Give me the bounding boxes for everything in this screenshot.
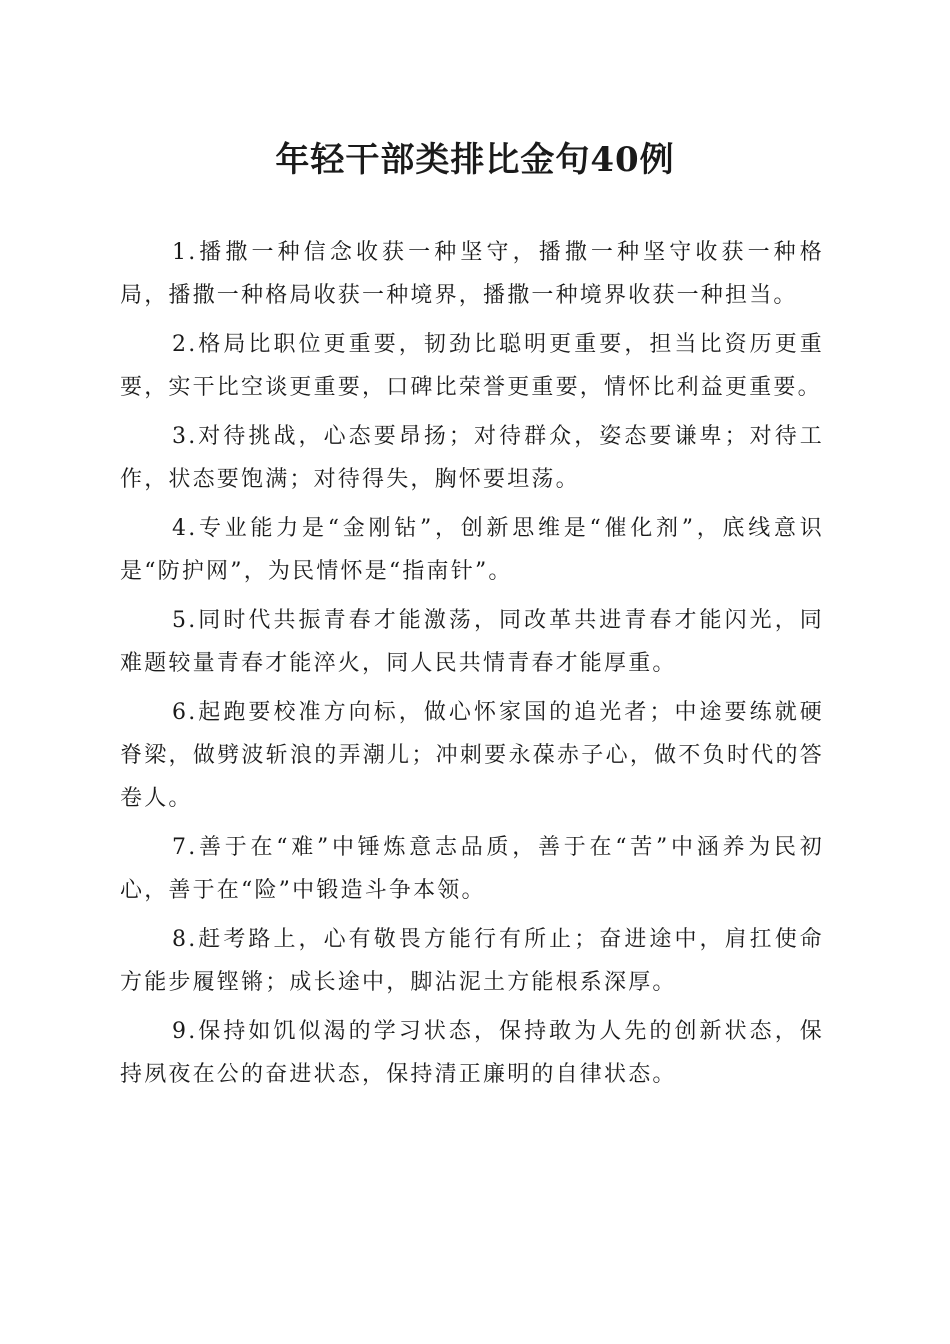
paragraph-9: 9.保持如饥似渴的学习状态，保持敢为人先的创新状态，保持夙夜在公的奋进状态，保持清正廉明的自律状态。 — [120, 1019, 824, 1087]
paragraph-1: 1.播撒一种信念收获一种坚守，播撒一种坚守收获一种格局，播撒一种格局收获一种境界，播撒一种境界收获一种担当。 — [120, 240, 824, 308]
document-body — [120, 231, 824, 1102]
document-title: 年轻干部类排比金句40例 — [275, 140, 675, 180]
paragraph-7: 7.善于在“难”中锤炼意志品质，善于在“苦”中涵养为民初心，善于在“险”中锻造斗争本领。 — [120, 835, 824, 903]
paragraph-4: 4.专业能力是“金刚钻”，创新思维是“催化剂”，底线意识是“防护网”，为民情怀是“指南针”。 — [120, 516, 824, 584]
paragraph-8: 8.赶考路上，心有敬畏方能行有所止；奋进途中，肩扛使命方能步履铿锵；成长途中，脚沾泥土方能根系深厚。 — [120, 927, 824, 995]
paragraph-2: 2.格局比职位更重要，韧劲比聪明更重要，担当比资历更重要，实干比空谈更重要，口碑比荣誉更重要，情怀比利益更重要。 — [120, 332, 824, 400]
paragraph-3: 3.对待挑战，心态要昂扬；对待群众，姿态要谦卑；对待工作，状态要饱满；对待得失，胸怀要坦荡。 — [120, 424, 824, 492]
paragraph-5: 5.同时代共振青春才能激荡，同改革共进青春才能闪光，同难题较量青春才能淬火，同人民共情青春才能厚重。 — [120, 608, 824, 676]
paragraph-6: 6.起跑要校准方向标，做心怀家国的追光者；中途要练就硬脊梁，做劈波斩浪的弄潮儿；冲刺要永葆赤子心，做不负时代的答卷人。 — [120, 700, 824, 811]
